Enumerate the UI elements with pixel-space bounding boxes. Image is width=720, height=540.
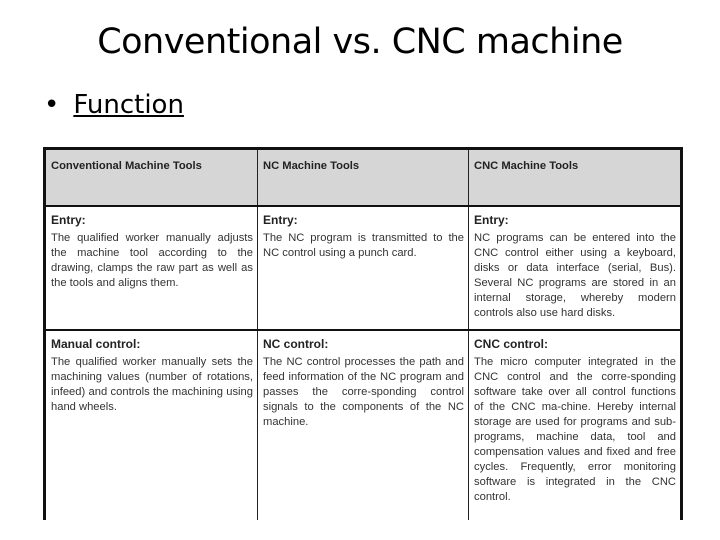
table-cell [45, 330, 258, 520]
table-row [45, 206, 682, 330]
comparison-table [43, 147, 683, 520]
cell-text: The micro computer integrated in the CNC control and the corre-sponding software take over all control functions of the CNC ma-chine. Hereby internal storage are used for programs and sub-programs, machine data, tool and compensation values and fixed and free cycles. Frequently, error monitoring software is integrated in the CNC control. [474, 356, 676, 503]
header-conventional: Conventional Machine Tools [45, 149, 258, 207]
table-cell [258, 330, 469, 520]
table-row [45, 330, 682, 520]
cell-heading: Entry: [51, 213, 86, 227]
cell-heading: CNC control: [474, 337, 548, 351]
slide-title: Conventional vs. CNC machine [97, 22, 623, 62]
cell-text: The qualified worker manually sets the machining values (number of rotations, infeed) and controls the machining using hand wheels. [51, 356, 253, 413]
table-header-row [45, 149, 682, 207]
cell-text: The NC control processes the path and feed information of the NC program and passes the corre-sponding control signals to the components of the NC machine. [263, 356, 464, 428]
cell-text: The NC program is transmitted to the NC control using a punch card. [263, 232, 464, 259]
cell-text: NC programs can be entered into the CNC control either using a keyboard, disks or data interface (serial, Bus). Several NC programs are stored in an internal storage, whereby modern controls also use hard disks. [474, 232, 676, 319]
cell-heading: NC control: [263, 337, 329, 351]
cell-heading: Manual control: [51, 337, 141, 351]
table-cell [258, 206, 469, 330]
cell-heading: Entry: [263, 213, 298, 227]
cell-heading: Entry: [474, 213, 509, 227]
table-cell [469, 330, 682, 520]
table-cell [45, 206, 258, 330]
header-nc: NC Machine Tools [258, 149, 469, 207]
bullet-item [44, 90, 184, 120]
cell-text: The qualified worker manually adjusts the machine tool according to the drawing, clamps the raw part as well as the tools and aligns them. [51, 232, 253, 289]
bullet-function-link[interactable]: Function [73, 90, 184, 120]
header-cnc: CNC Machine Tools [469, 149, 682, 207]
table-cell [469, 206, 682, 330]
bullet-icon: • [44, 90, 60, 120]
